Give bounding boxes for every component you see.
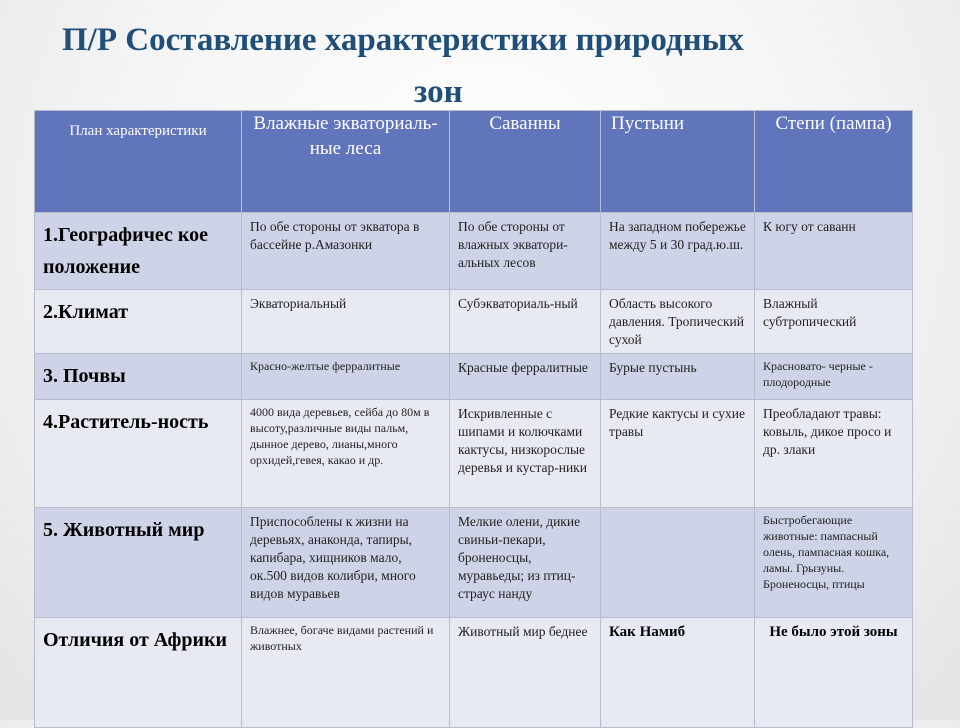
- table-cell: Красные ферралитные: [450, 354, 601, 400]
- table-cell: Не было этой зоны: [755, 618, 913, 728]
- table-cell: Преобладают травы: ковыль, дикое просо и др. злаки: [755, 400, 913, 508]
- table-cell: Область высокого давления. Тропический сухой: [601, 290, 755, 354]
- table-cell: 4000 вида деревьев, сейба до 80м в высоту,различные виды пальм, дынное дерево, лианы,много орхидей,гевея, какао и др.: [242, 400, 450, 508]
- table-cell: Красно-желтые ферралитные: [242, 354, 450, 400]
- table-cell: Влажный субтропический: [755, 290, 913, 354]
- column-header-desert: Пустыни: [601, 111, 755, 213]
- table-row: [35, 618, 913, 728]
- table-cell: Приспособлены к жизни на деревьях, анаконда, тапиры, капибара, хищников мало, ок.500 видов колибри, много видов муравьев: [242, 508, 450, 618]
- slide-title-line-2: зон: [414, 74, 463, 110]
- table-cell: [601, 508, 755, 618]
- row-label: 4.Раститель-ность: [35, 400, 242, 508]
- table-row: [35, 354, 913, 400]
- table-row: [35, 290, 913, 354]
- table-cell: По обе стороны от экватора в бассейне р.Амазонки: [242, 213, 450, 290]
- table-row: [35, 508, 913, 618]
- column-header-plan: План характеристики: [35, 111, 242, 213]
- table-row: [35, 400, 913, 508]
- row-label: 1.Географичес кое положение: [35, 213, 242, 290]
- table-cell: На западном побережье между 5 и 30 град.ю.ш.: [601, 213, 755, 290]
- table-header-row: [35, 111, 913, 213]
- column-header-rainforest: Влажные экваториаль-ные леса: [242, 111, 450, 213]
- table-cell: К югу от саванн: [755, 213, 913, 290]
- row-label: Отличия от Африки: [35, 618, 242, 728]
- table-cell: Искривленные с шипами и колючками кактусы, низкорослые деревья и кустар-ники: [450, 400, 601, 508]
- table-cell: Мелкие олени, дикие свиньи-пекари, броненосцы, муравьеды; из птиц-страус нанду: [450, 508, 601, 618]
- table-row: [35, 213, 913, 290]
- table-cell: По обе стороны от влажных экватори-альных лесов: [450, 213, 601, 290]
- table-cell: Как Намиб: [601, 618, 755, 728]
- table-cell: Быстробегающие животные: пампасный олень, пампасная кошка, ламы. Грызуны. Броненосцы, птицы: [755, 508, 913, 618]
- table-cell: Животный мир беднее: [450, 618, 601, 728]
- table-cell: Красновато- черные - плодородные: [755, 354, 913, 400]
- column-header-savanna: Саванны: [450, 111, 601, 213]
- column-header-steppe: Степи (пампа): [755, 111, 913, 213]
- table-cell: Бурые пустынь: [601, 354, 755, 400]
- slide-title-line-1: П/Р Составление характеристики природных: [62, 22, 744, 58]
- table-cell: Экваториальный: [242, 290, 450, 354]
- table-cell: Редкие кактусы и сухие травы: [601, 400, 755, 508]
- table-cell: Субэкваториаль-ный: [450, 290, 601, 354]
- row-label: 3. Почвы: [35, 354, 242, 400]
- row-label: 5. Животный мир: [35, 508, 242, 618]
- natural-zones-table: [34, 110, 913, 728]
- table-cell: Влажнее, богаче видами растений и животных: [242, 618, 450, 728]
- row-label: 2.Климат: [35, 290, 242, 354]
